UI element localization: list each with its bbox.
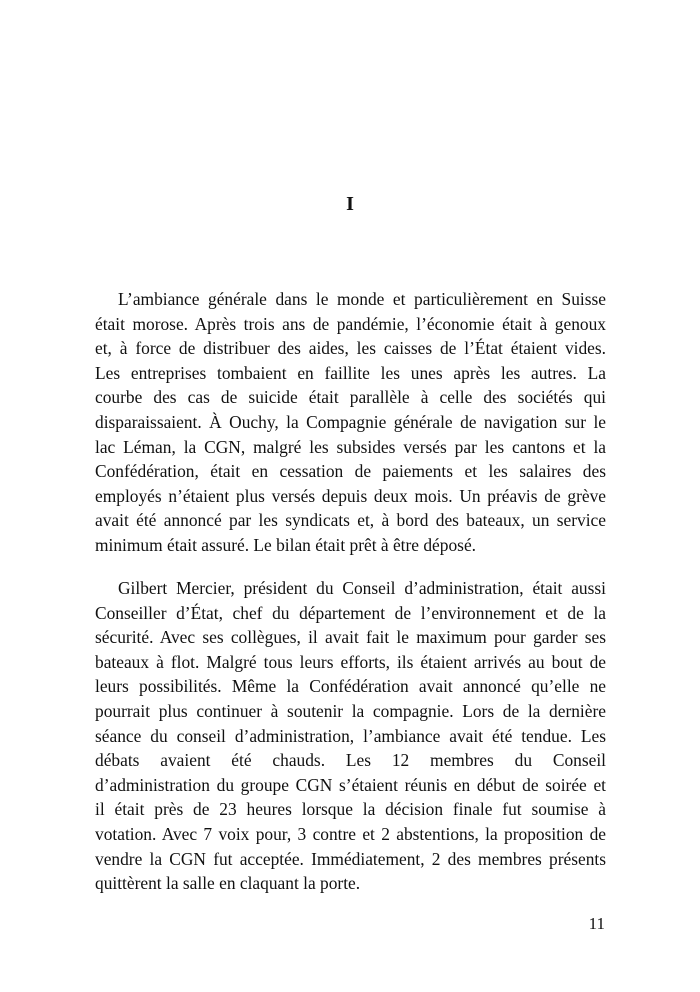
- text-line: séance du conseil d’administration, l’ambiance avait été tendue. Les: [95, 725, 606, 746]
- text-line: et, à force de distribuer des aides, les caisses de l’État étaient vides.: [95, 338, 606, 359]
- page-number: 11: [588, 914, 605, 933]
- text-line: quittèrent la salle en claquant la porte.: [95, 873, 361, 894]
- text-line: avait été annoncé par les syndicats et, à bord des bateaux, un service: [95, 510, 606, 531]
- text-line: courbe des cas de suicide était parallèle à celle des sociétés qui: [95, 387, 606, 408]
- text-line: était morose. Après trois ans de pandémie, l’économie était à genoux: [95, 313, 606, 334]
- chapter-title: I: [346, 193, 354, 215]
- text-line: d’administration du groupe CGN s’étaient réunis en début de soirée et: [95, 774, 606, 795]
- text-line: débats avaient été chauds. Les 12 membres du Conseil: [95, 750, 606, 771]
- text-line: lac Léman, la CGN, malgré les subsides versés par les cantons et la: [95, 436, 606, 457]
- text-line: disparaissaient. À Ouchy, la Compagnie générale de navigation sur le: [95, 411, 606, 432]
- text-line: Gilbert Mercier, président du Conseil d’administration, était aussi: [118, 578, 606, 598]
- text-line: votation. Avec 7 voix pour, 3 contre et 2 abstentions, la proposition de: [95, 823, 606, 844]
- text-line: vendre la CGN fut acceptée. Immédiatement, 2 des membres présents: [95, 848, 606, 869]
- text-line: il était près de 23 heures lorsque la décision finale fut soumise à: [95, 799, 606, 820]
- text-line: Conseiller d’État, chef du département de l’environnement et de la: [95, 602, 606, 623]
- text-line: L’ambiance générale dans le monde et particulièrement en Suisse: [118, 289, 606, 309]
- paragraph: [95, 576, 606, 896]
- text-line: Les entreprises tombaient en faillite les unes après les autres. La: [95, 362, 606, 383]
- text-line: leurs possibilités. Même la Confédération avait annoncé qu’elle ne: [95, 676, 606, 697]
- text-line: minimum était assuré. Le bilan était prêt à être déposé.: [95, 534, 477, 555]
- paragraph: [95, 287, 606, 558]
- text-line: bateaux à flot. Malgré tous leurs efforts, ils étaient arrivés au bout de: [95, 651, 606, 672]
- text-line: pourrait plus continuer à soutenir la compagnie. Lors de la dernière: [95, 700, 606, 721]
- text-line: sécurité. Avec ses collègues, il avait fait le maximum pour garder ses: [95, 627, 606, 648]
- text-line: Confédération, était en cessation de paiements et les salaires des: [95, 461, 606, 482]
- text-line: employés n’étaient plus versés depuis deux mois. Un préavis de grève: [95, 485, 606, 506]
